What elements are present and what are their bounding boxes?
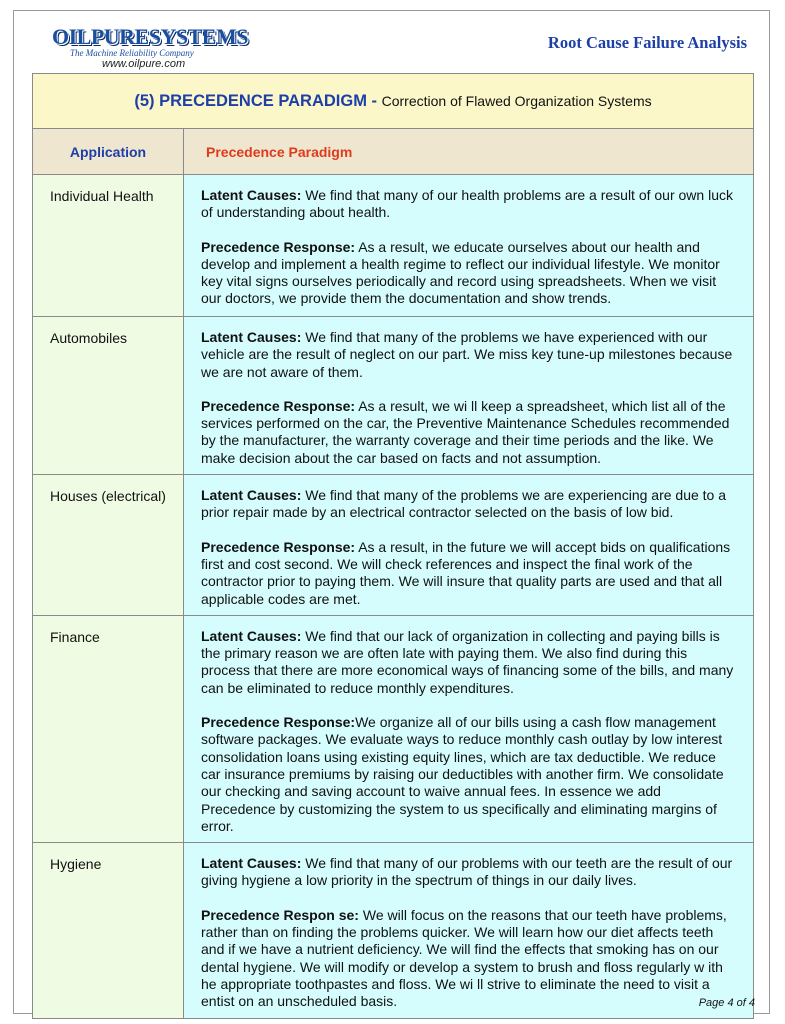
precedence-response-text: As a result, in the future we will accept bids on qualifications first and cost second. We will check references and inspect the final work of the contractor prior to paying them. We will insure that quality parts are used and that all applicable codes are met. xyxy=(201,538,731,607)
latent-causes-text: We find that many of our problems with our teeth are the result of our giving hygiene a low priority in the spectrum of things in our daily lives. xyxy=(201,855,733,889)
description-cell xyxy=(184,175,754,317)
precedence-response-label: Precedence Response: xyxy=(201,538,356,555)
section-heading: (5) PRECEDENCE PARADIGM xyxy=(134,91,367,110)
latent-causes-label: Latent Causes: xyxy=(201,187,302,203)
precedence-response-label: Precedence Response: xyxy=(201,714,356,731)
precedence-response-label: Precedence Response: xyxy=(201,397,356,414)
latent-causes-text: We find that many of the problems we have experienced with our vehicle are the result of neglect on our part. We miss key tune-up milestones because we are not aware of them. xyxy=(201,329,733,380)
precedence-response-label: Precedence Respon se: xyxy=(201,906,359,923)
document-title: Root Cause Failure Analysis xyxy=(547,33,747,52)
section-subheading: Correction of Flawed Organization Systems xyxy=(381,92,652,109)
logo-tagline: The Machine Reliability Company xyxy=(70,48,194,58)
precedence-response-text: We will focus on the reasons that our teeth have problems, rather than on finding the problems quicker. We will learn how our diet affects teeth and if we have a nutrient deficiency. We will find the effects that smoking has on our dental hygiene. We will modify or develop a system to brush and floss regularly w ith he appropriate toothpastes and floss. We wi ll strive to eliminate the need to visit a entist on an unscheduled basis. xyxy=(201,906,727,1010)
section-separator: - xyxy=(366,91,382,110)
precedence-response xyxy=(201,907,739,1011)
latent-causes-text: We find that many of the problems we are experiencing are due to a prior repair made by an electrical contractor selected on the basis of low bid. xyxy=(201,487,727,521)
application-cell: Houses (electrical) xyxy=(33,475,184,616)
table-row xyxy=(33,175,754,317)
latent-causes xyxy=(201,487,739,522)
latent-causes xyxy=(201,187,739,222)
logo-text: OILPURESYSTEMS xyxy=(52,24,248,49)
section-header-row xyxy=(33,74,754,129)
latent-causes-label: Latent Causes: xyxy=(201,855,302,872)
table-row xyxy=(33,615,754,842)
section-header xyxy=(33,74,754,129)
page-number: Page 4 of 4 xyxy=(698,997,755,1009)
latent-causes-text: We find that our lack of organization in collecting and paying bills is the primary reason we are often late with paying them. We also find during this process that there are more economical ways of financing some of the bills, and many can be eliminated to reduce monthly expenditures. xyxy=(201,627,734,696)
latent-causes-label: Latent Causes: xyxy=(201,627,302,644)
column-header-application: Application xyxy=(33,129,184,175)
precedence-response-label: Precedence Response: xyxy=(201,238,356,255)
latent-causes xyxy=(201,628,739,697)
precedence-response xyxy=(201,239,739,308)
description-cell xyxy=(184,475,754,616)
application-cell: Hygiene xyxy=(33,843,184,1018)
table-row xyxy=(33,843,754,1018)
company-logo xyxy=(52,24,248,71)
latent-causes-label: Latent Causes: xyxy=(201,329,302,345)
precedence-response xyxy=(201,539,739,608)
latent-causes-text: We find that many of our health problems are a result of our own luck of understanding about health. xyxy=(201,187,733,221)
company-url: www.oilpure.com xyxy=(102,58,186,70)
precedence-response-text: As a result, we wi ll keep a spreadsheet, which list all of the services performed on the car, the Preventive Maintenance Schedules recommended by the manufacturer, the warranty coverage and their time periods and the like. We make decision about the car based on facts and not assumption. xyxy=(201,397,730,466)
column-header-precedence: Precedence Paradigm xyxy=(184,129,754,175)
description-cell xyxy=(184,615,754,842)
application-cell: Finance xyxy=(33,615,184,842)
latent-causes-label: Latent Causes: xyxy=(201,487,302,504)
application-cell: Individual Health xyxy=(33,175,184,317)
precedence-response xyxy=(201,398,739,467)
precedence-response-text: As a result, we educate ourselves about our health and develop and implement a health regime to reflect our individual lifestyle. We monitor key vital signs ourselves periodically and record using spreadsheets. When we visit our doctors, we provide them the documentation and show trends. xyxy=(201,238,720,307)
latent-causes xyxy=(201,329,739,381)
table-row xyxy=(33,317,754,475)
table-row xyxy=(33,475,754,616)
precedence-response xyxy=(201,714,739,835)
application-cell: Automobiles xyxy=(33,317,184,475)
precedence-table xyxy=(32,73,754,1019)
description-cell xyxy=(184,317,754,475)
precedence-response-text: We organize all of our bills using a cash flow management software packages. We evaluate ways to reduce monthly cash outlay by low interest consolidation loans using existing equity lines, which are tax deductible. We reduce car insurance premiums by raising our deductibles with another firm. We consolidate our checking and saving account to waive annual fees. In essence we add Precedence by customizing the system to us specifically and eliminating margins of error. xyxy=(201,714,724,834)
column-header-row xyxy=(33,129,754,175)
latent-causes xyxy=(201,855,739,890)
description-cell xyxy=(184,843,754,1018)
